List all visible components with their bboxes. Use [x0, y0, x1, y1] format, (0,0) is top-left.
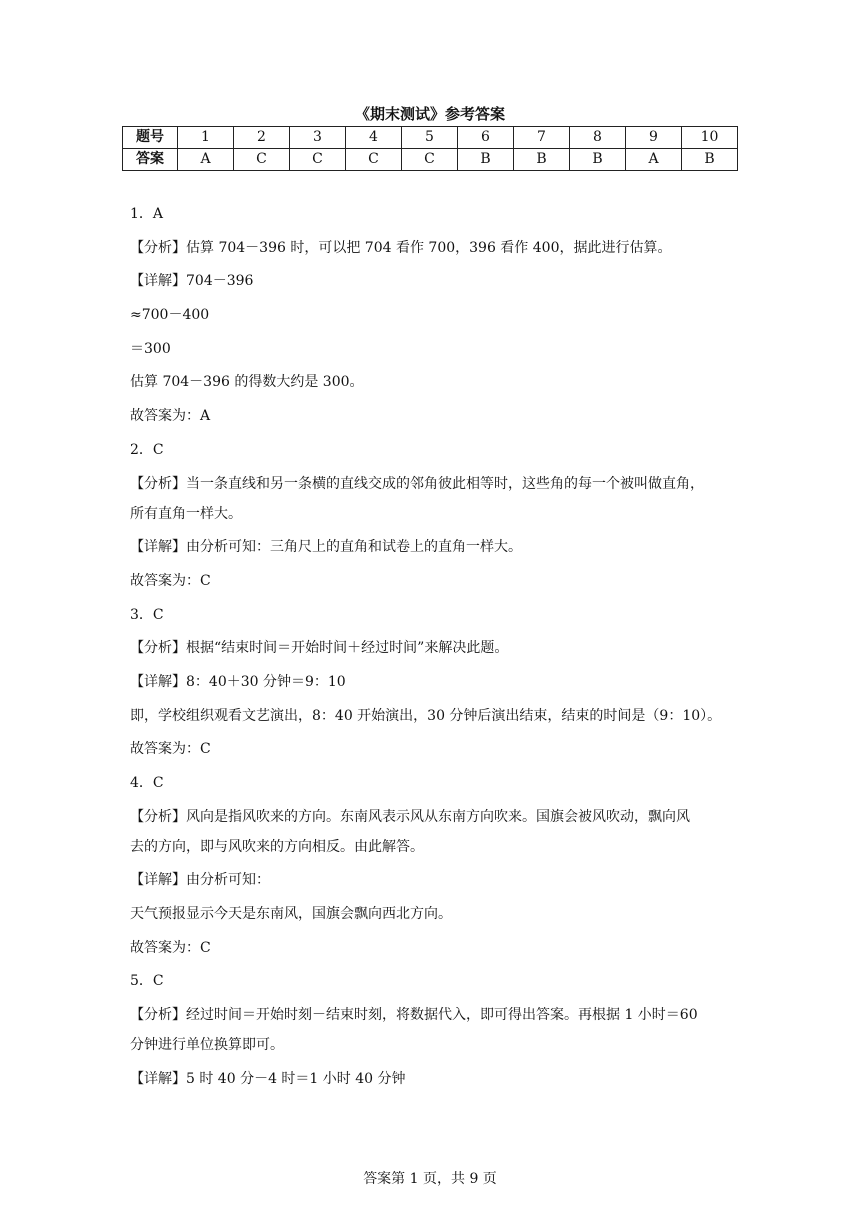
body-text: ＝300	[130, 340, 171, 357]
table-cell: 7	[514, 127, 570, 149]
table-cell: 3	[290, 127, 346, 149]
body-text: 去的方向，即与风吹来的方向相反。由此解答。	[130, 838, 424, 855]
table-row-numbers	[123, 127, 738, 149]
detail-text: 【详解】8：40＋30 分钟＝9：10	[130, 673, 346, 690]
page-title: 《期末测试》参考答案	[354, 105, 505, 123]
analysis-text: 【分析】估算 704－396 时，可以把 704 看作 700，396 看作 400，据此进行估算。	[130, 239, 672, 256]
body-text: 所有直角一样大。	[130, 505, 242, 522]
analysis-text: 【分析】当一条直线和另一条横的直线交成的邻角彼此相等时，这些角的每一个被叫做直角，	[130, 475, 704, 492]
table-cell: C	[402, 149, 458, 171]
detail-text: 【详解】704－396	[130, 273, 254, 290]
detail-text: 【详解】由分析可知：	[130, 872, 270, 889]
analysis-text: 【分析】根据“结束时间＝开始时间＋经过时间”来解决此题。	[130, 640, 509, 657]
table-cell: C	[346, 149, 402, 171]
analysis-text: 【分析】经过时间＝开始时刻－结束时刻，将数据代入，即可得出答案。再根据 1 小时＝60	[130, 1007, 698, 1024]
analysis-text: 【分析】风向是指风吹来的方向。东南风表示风从东南方向吹来。国旗会被风吹动，飘向风	[130, 808, 690, 825]
question-number: 2．C	[130, 441, 164, 458]
conclusion-text: 故答案为：A	[130, 408, 211, 425]
detail-text: 【详解】5 时 40 分－4 时＝1 小时 40 分钟	[130, 1070, 406, 1087]
table-cell: 6	[458, 127, 514, 149]
table-cell: 4	[346, 127, 402, 149]
conclusion-text: 故答案为：C	[130, 741, 211, 758]
table-row-answers	[123, 149, 738, 171]
conclusion-text: 故答案为：C	[130, 572, 211, 589]
table-cell: C	[234, 149, 290, 171]
body-text: 即，学校组织观看文艺演出，8：40 开始演出，30 分钟后演出结束，结束的时间是（9：10）。	[130, 707, 722, 724]
body-text: 估算 704－396 的得数大约是 300。	[130, 374, 364, 391]
table-cell: 10	[682, 127, 738, 149]
conclusion-text: 故答案为：C	[130, 939, 211, 956]
table-cell: A	[626, 149, 682, 171]
table-cell: 5	[402, 127, 458, 149]
body-text: 天气预报显示今天是东南风，国旗会飘向西北方向。	[130, 906, 452, 923]
body-text: ≈700－400	[130, 307, 210, 324]
table-cell: B	[570, 149, 626, 171]
table-cell: 8	[570, 127, 626, 149]
answer-table	[122, 126, 738, 171]
table-header-number: 题号	[123, 127, 178, 149]
table-cell: A	[178, 149, 234, 171]
page-footer: 答案第 1 页，共 9 页	[363, 1171, 497, 1187]
detail-text: 【详解】由分析可知：三角尺上的直角和试卷上的直角一样大。	[130, 539, 522, 556]
question-number: 3．C	[130, 606, 164, 623]
table-cell: B	[682, 149, 738, 171]
table-cell: C	[290, 149, 346, 171]
table-cell: 2	[234, 127, 290, 149]
table-cell: B	[458, 149, 514, 171]
table-cell: 1	[178, 127, 234, 149]
question-number: 4．C	[130, 775, 164, 791]
answer-explanations	[130, 200, 750, 1099]
body-text: 分钟进行单位换算即可。	[130, 1037, 284, 1054]
table-cell: B	[514, 149, 570, 171]
table-cell: 9	[626, 127, 682, 149]
question-number: 1．A	[130, 206, 164, 222]
question-number: 5．C	[130, 973, 164, 990]
table-header-answer: 答案	[123, 149, 178, 171]
